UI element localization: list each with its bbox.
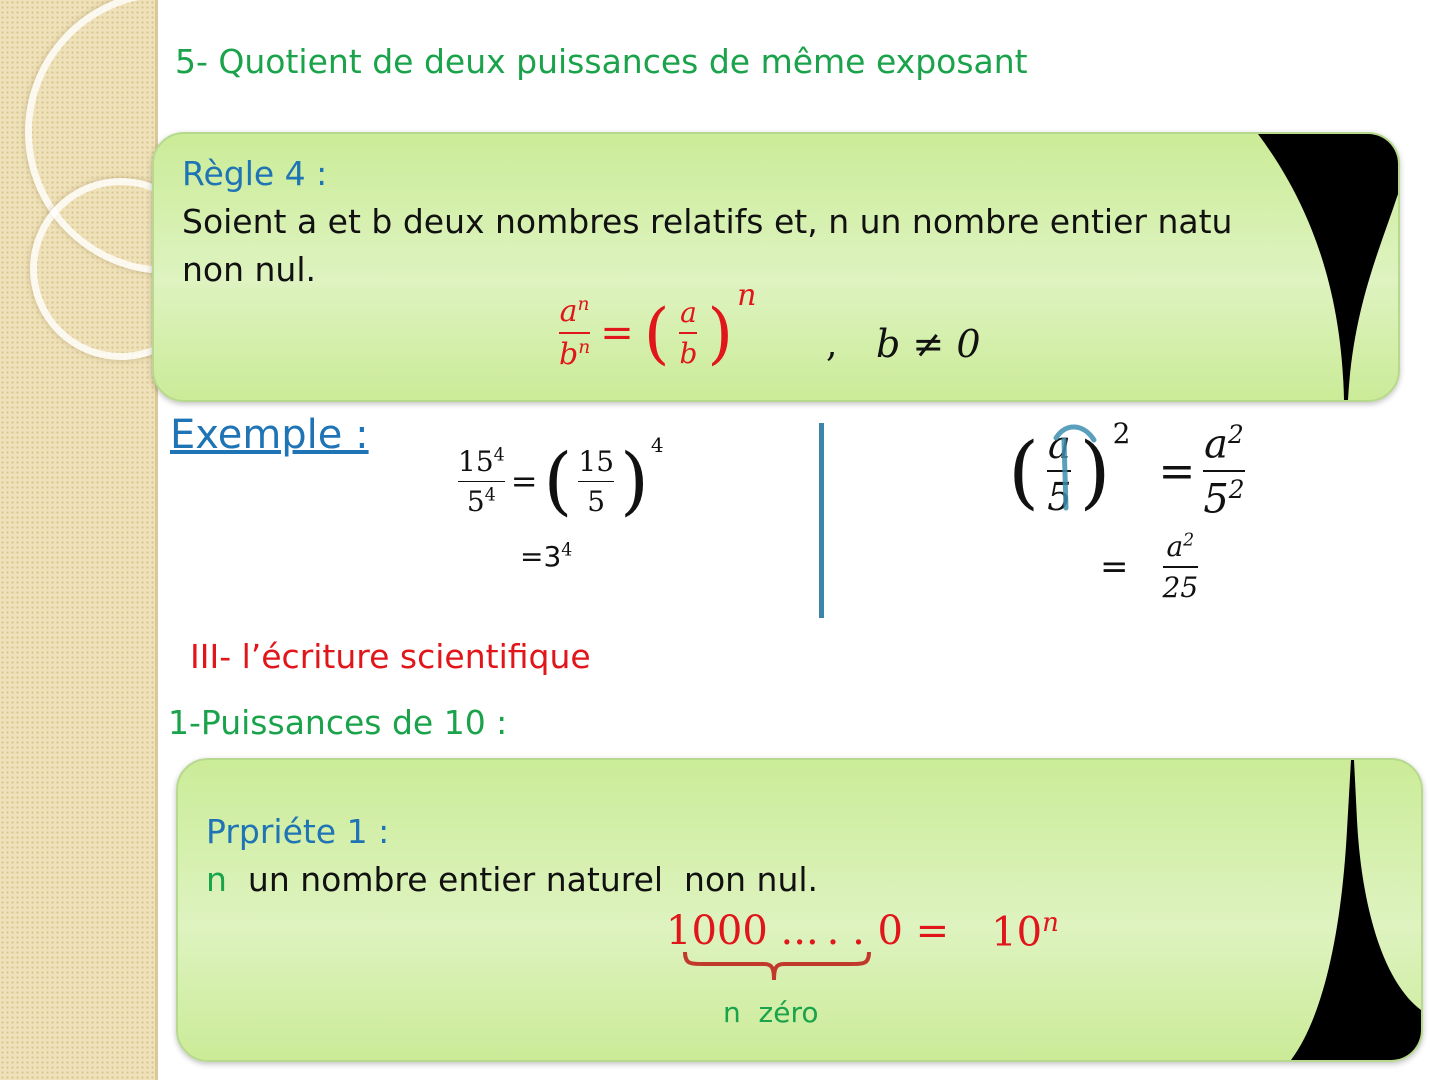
rule-text-line2: non nul. <box>182 250 316 289</box>
rule-formula: $\frac{a^n}{b^n}$ = ( $\frac{a}{b}$ ) n <box>559 277 757 372</box>
section-title: 5- Quotient de deux puissances de même exposant <box>175 42 1028 81</box>
rule-box <box>152 132 1400 402</box>
rule-lhs-fraction: $\frac{a^n}{b^n}$ <box>559 294 591 372</box>
example-divider <box>819 423 824 618</box>
section-scientific-notation-heading: III- l’écriture scientifique <box>190 637 591 676</box>
example-left-result: $=3^4$ <box>520 540 573 573</box>
rule-heading: Règle 4 : <box>182 154 328 193</box>
example-right-equals: = <box>1158 445 1196 497</box>
decorative-black-wedge-bottom <box>1291 760 1421 1060</box>
rule-rhs-fraction: $\frac{a}{b}$ <box>679 296 698 370</box>
rule-rhs-exponent: n <box>737 277 757 313</box>
underbrace <box>682 950 872 986</box>
decorative-sidebar <box>0 0 158 1080</box>
property-text-rest: un nombre entier naturel non nul. <box>226 860 819 899</box>
property-formula <box>666 908 1059 955</box>
example-left-formula: $\frac{15^4}{5^4}$ = ( $\frac{15}{5}$ ) 4 <box>458 433 664 524</box>
property-formula-rhs: 10$^n$ <box>991 908 1059 956</box>
rule-condition: b ≠ 0 <box>876 322 981 366</box>
example-right-rhs-fraction: $\frac{a^2}{5^2}$ <box>1203 420 1245 523</box>
example-right-lhs-fraction: $\frac{a}{5}$ <box>1047 423 1072 520</box>
example-left-rhs-fraction: $\frac{15}{5}$ <box>578 444 615 518</box>
decorative-black-wedge <box>1258 134 1398 400</box>
rule-comma: , <box>826 324 838 365</box>
example-right-second-line: = $\frac{a^2}{25}$ <box>1100 530 1199 604</box>
property-text-n: n <box>206 860 227 899</box>
rule-equals: = <box>600 310 634 356</box>
section-powers-of-ten-heading: 1-Puissances de 10 : <box>168 703 508 742</box>
rule-text-line1: Soient a et b deux nombres relatifs et, n un nombre entier natu <box>182 202 1233 241</box>
brace-label: n zéro <box>723 996 819 1029</box>
example-right-formula: ( $\frac{a}{5}$ ) 2 = $\frac{a^2}{5^2}$ <box>1008 416 1245 523</box>
property-formula-lhs: 1000 ... . . 0 = <box>666 908 950 954</box>
ink-annotation-mark <box>1048 420 1098 520</box>
example-right-second-fraction: $\frac{a^2}{25}$ <box>1162 530 1199 604</box>
example-left-rhs-exponent: 4 <box>650 433 664 457</box>
property-box <box>176 758 1423 1062</box>
example-left-lhs-fraction: $\frac{15^4}{5^4}$ <box>458 444 505 518</box>
example-right-lhs-exponent: 2 <box>1112 416 1131 450</box>
property-heading: Prpriéte 1 : <box>206 812 390 851</box>
property-text <box>206 860 818 899</box>
example-heading: Exemple : <box>170 412 369 458</box>
example-left-equals: = <box>510 462 538 500</box>
